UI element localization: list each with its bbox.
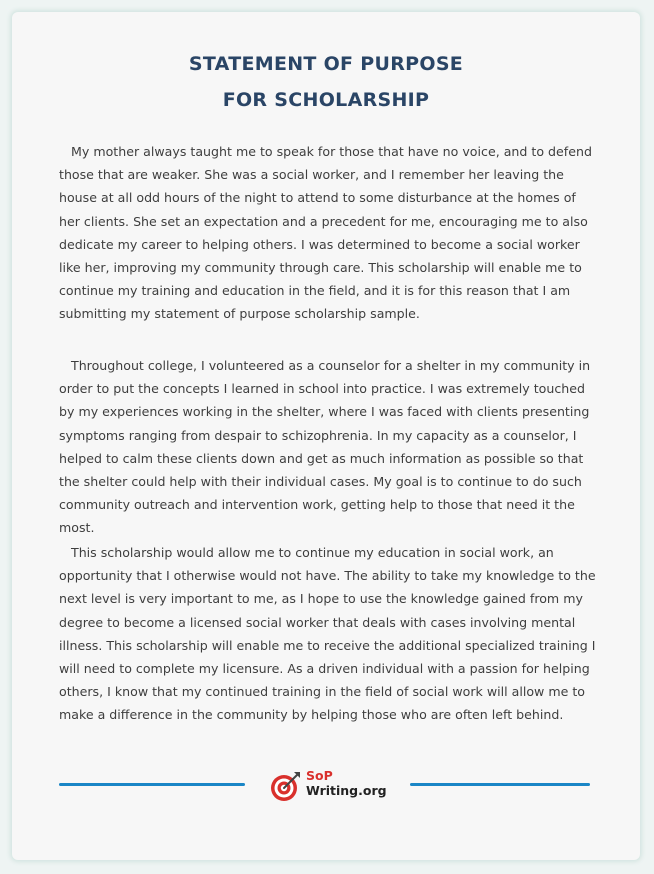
footer-divider-left [59,783,245,786]
paragraph-2: Throughout college, I volunteered as a counselor for a shelter in my community in order to put the concepts I learned in school into practice. I was extremely touched by my experiences working in the shelter, where I was faced with clients presenting symptoms ranging from despair to schizophrenia. In my capacity as a counselor, I helped to calm these clients down and get as much information as possible so that the shelter could help with their individual cases. My goal is to continue to do such community outreach and intervention work, getting help to those that need it the most. [59,358,591,536]
target-icon [270,770,302,802]
document-page [12,12,640,860]
footer-divider-right [410,783,590,786]
document-title-line-2: FOR SCHOLARSHIP [222,89,430,111]
logo-text-sop: SoP [306,768,333,783]
paragraph-3: This scholarship would allow me to continue my education in social work, an opportunity that I otherwise would not have. The ability to take my knowledge to the next level is very important to me, as I hope to use the knowledge gained from my degree to become a licensed social worker that deals with cases involving mental illness. This scholarship will enable me to receive the additional specialized training I will need to complete my licensure. As a driven individual with a passion for helping others, I know that my continued training in the field of social work will allow me to make a difference in the community by helping those who are often left behind. [59,545,596,723]
footer-logo [270,768,390,802]
logo-text-domain: Writing.org [306,783,387,798]
paragraph-1: My mother always taught me to speak for those that have no voice, and to defend those that are weaker. She was a social worker, and I remember her leaving the house at all odd hours of the night to attend to some disturbance at the homes of her clients. She set an expectation and a precedent for me, encouraging me to also dedicate my career to helping others. I was determined to become a social worker like her, improving my community through care. This scholarship will enable me to continue my training and education in the field, and it is for this reason that I am submitting my statement of purpose scholarship sample. [59,144,592,322]
document-title-line-1: STATEMENT OF PURPOSE [188,53,464,75]
